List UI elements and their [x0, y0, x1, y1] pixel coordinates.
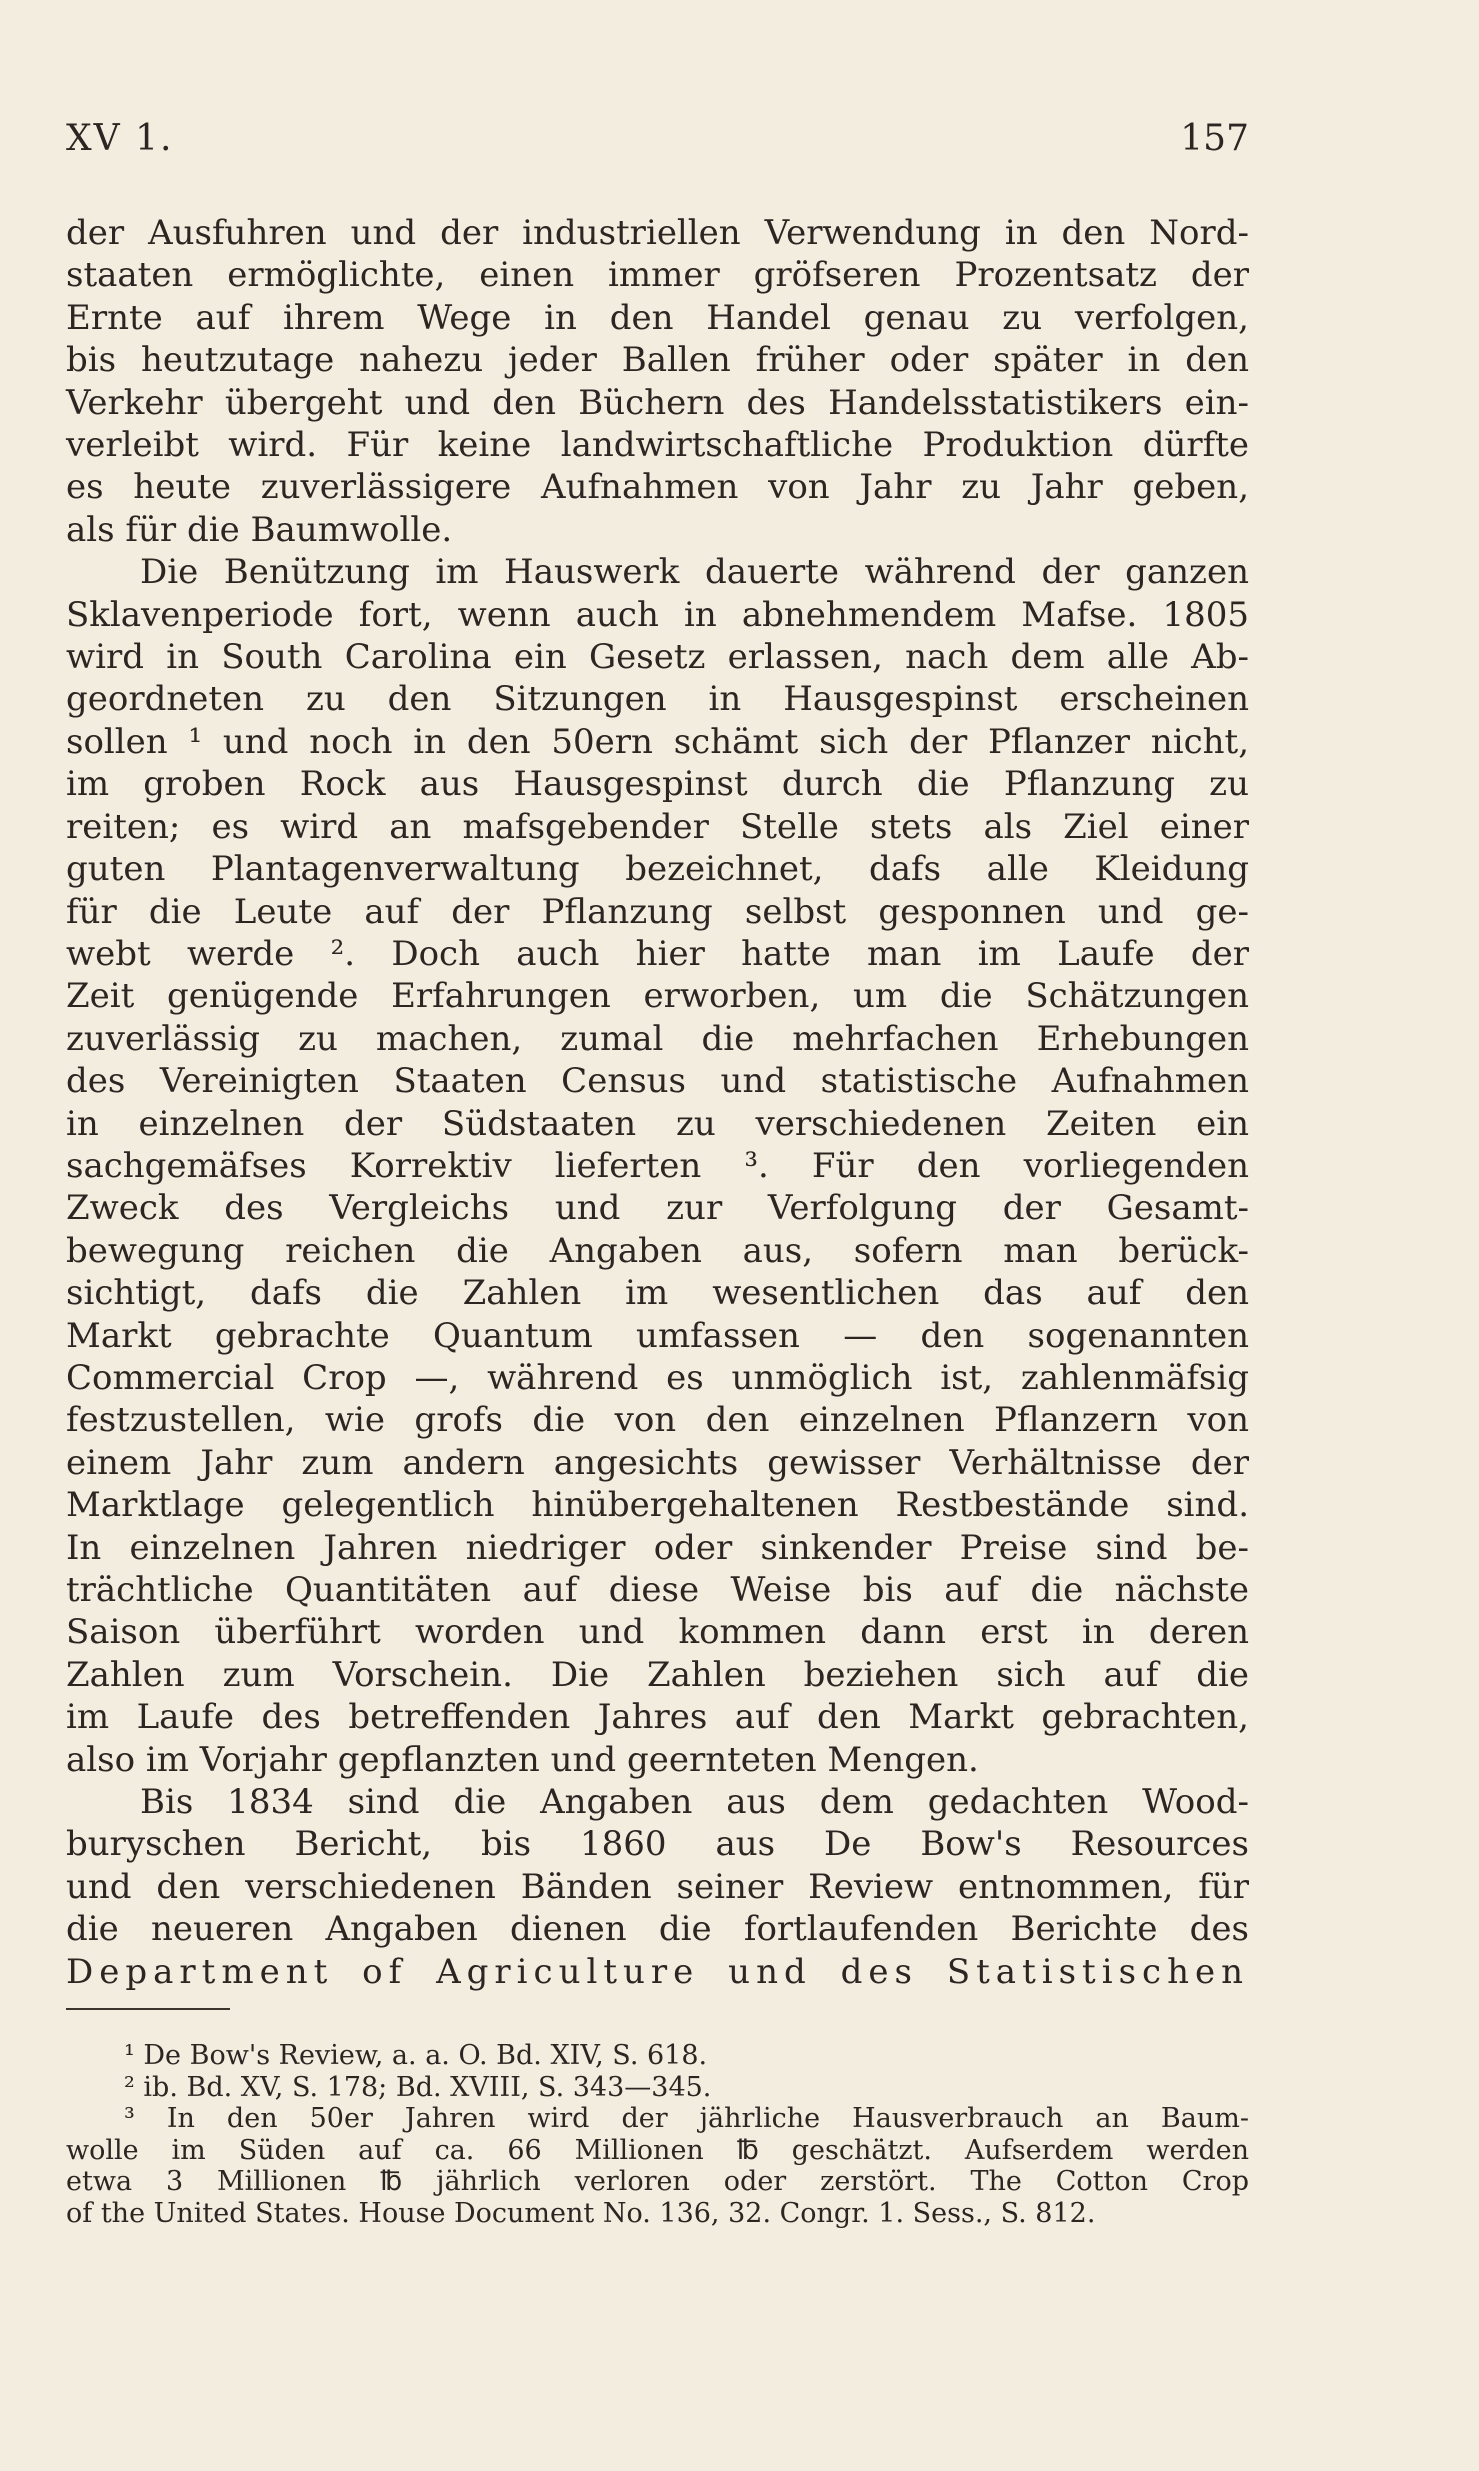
running-header: [66, 118, 1249, 178]
text-line: einem Jahr zum andern angesichts gewisser Verhältnisse der: [66, 1442, 1249, 1483]
text-line: im Laufe des betreffenden Jahres auf den Markt gebrachten,: [66, 1697, 1249, 1738]
footnote-rule: [66, 2008, 230, 2010]
text-line: des Vereinigten Staaten Census und statistische Aufnahmen: [66, 1061, 1249, 1102]
text-line: geordneten zu den Sitzungen in Hausgespinst erscheinen: [66, 679, 1249, 720]
text-line: zuverlässig zu machen, zumal die mehrfachen Erhebungen: [66, 1018, 1249, 1059]
text-line: bewegung reichen die Angaben aus, sofern man berück-: [66, 1230, 1249, 1271]
text-line: Department of Agriculture und des Statistischen: [66, 1951, 1249, 1992]
text-line: Sklavenperiode fort, wenn auch in abnehmendem Mafse. 1805: [66, 594, 1249, 635]
page-number: 157: [1180, 118, 1249, 159]
footnote-line: etwa 3 Millionen ℔ jährlich verloren oder zerstört. The Cotton Crop: [66, 2166, 1249, 2197]
text-line: also im Vorjahr gepflanzten und geernteten Mengen.: [66, 1739, 979, 1780]
text-line: Commercial Crop —, während es unmöglich ist, zahlenmäfsig: [66, 1357, 1249, 1398]
text-line: staaten ermöglichte, einen immer gröfseren Prozentsatz der: [66, 255, 1249, 296]
text-line: Zeit genügende Erfahrungen erworben, um die Schätzungen: [66, 976, 1249, 1017]
text-line: Zweck des Vergleichs und zur Verfolgung der Gesamt-: [66, 1188, 1249, 1229]
text-line: sollen ¹ und noch in den 50ern schämt sich der Pflanzer nicht,: [66, 721, 1249, 762]
text-line: Zahlen zum Vorschein. Die Zahlen beziehen sich auf die: [66, 1654, 1249, 1695]
text-line: sichtigt, dafs die Zahlen im wesentlichen das auf den: [66, 1273, 1249, 1314]
text-line: der Ausfuhren und der industriellen Verwendung in den Nord-: [66, 213, 1249, 253]
text-line: im groben Rock aus Hausgespinst durch die Pflanzung zu: [66, 764, 1249, 805]
footnote-line: ² ib. Bd. XV, S. 178; Bd. XVIII, S. 343—345.: [124, 2071, 712, 2103]
text-line: Ernte auf ihrem Wege in den Handel genau zu verfolgen,: [66, 297, 1249, 338]
footnotes: [66, 2040, 1249, 2229]
text-line: Verkehr übergeht und den Büchern des Handelsstatistikers ein-: [66, 382, 1249, 423]
text-line: reiten; es wird an mafsgebender Stelle stets als Ziel einer: [66, 806, 1249, 847]
text-line: Marktlage gelegentlich hinübergehaltenen Restbestände sind.: [66, 1485, 1249, 1526]
text-line: und den verschiedenen Bänden seiner Review entnommen, für: [66, 1866, 1249, 1907]
text-line: Die Benützung im Hauswerk dauerte während der ganzen: [140, 552, 1249, 593]
text-line: guten Plantagenverwaltung bezeichnet, dafs alle Kleidung: [66, 849, 1249, 890]
text-line: trächtliche Quantitäten auf diese Weise bis auf die nächste: [66, 1570, 1249, 1610]
footnote-line: ¹ De Bow's Review, a. a. O. Bd. XIV, S. 618.: [124, 2040, 708, 2071]
text-line: webt werde ². Doch auch hier hatte man im Laufe der: [66, 933, 1249, 974]
text-line: in einzelnen der Südstaaten zu verschiedenen Zeiten ein: [66, 1103, 1249, 1144]
text-line: In einzelnen Jahren niedriger oder sinkender Preise sind be-: [66, 1527, 1249, 1568]
footnote-line: of the United States. House Document No. 136, 32. Congr. 1. Sess., S. 812.: [66, 2197, 1096, 2229]
text-line: buryschen Bericht, bis 1860 aus De Bow's Resources: [66, 1824, 1249, 1865]
text-line: verleibt wird. Für keine landwirtschaftliche Produktion dürfte: [66, 425, 1249, 466]
text-line: Markt gebrachte Quantum umfassen — den sogenannten: [66, 1315, 1249, 1356]
footnote-line: wolle im Süden auf ca. 66 Millionen ℔ geschätzt. Aufserdem werden: [66, 2134, 1249, 2166]
text-line: bis heutzutage nahezu jeder Ballen früher oder später in den: [66, 340, 1249, 381]
footnote-line: ³ In den 50er Jahren wird der jährliche Hausverbrauch an Baum-: [124, 2103, 1249, 2134]
chapter-marker: XV 1.: [66, 118, 174, 159]
body-text: [66, 212, 1249, 1993]
text-line: für die Leute auf der Pflanzung selbst gesponnen und ge-: [66, 891, 1249, 932]
text-line: die neueren Angaben dienen die fortlaufenden Berichte des: [66, 1909, 1249, 1950]
text-line: es heute zuverlässigere Aufnahmen von Jahr zu Jahr geben,: [66, 467, 1249, 508]
text-line: als für die Baumwolle.: [66, 509, 453, 550]
text-line: Saison überführt worden und kommen dann erst in deren: [66, 1612, 1249, 1653]
text-line: festzustellen, wie grofs die von den einzelnen Pflanzern von: [66, 1400, 1249, 1441]
text-line: sachgemäfses Korrektiv lieferten ³. Für den vorliegenden: [66, 1145, 1249, 1186]
text-line: Bis 1834 sind die Angaben aus dem gedachten Wood-: [140, 1782, 1249, 1823]
text-line: wird in South Carolina ein Gesetz erlassen, nach dem alle Ab-: [66, 637, 1249, 678]
